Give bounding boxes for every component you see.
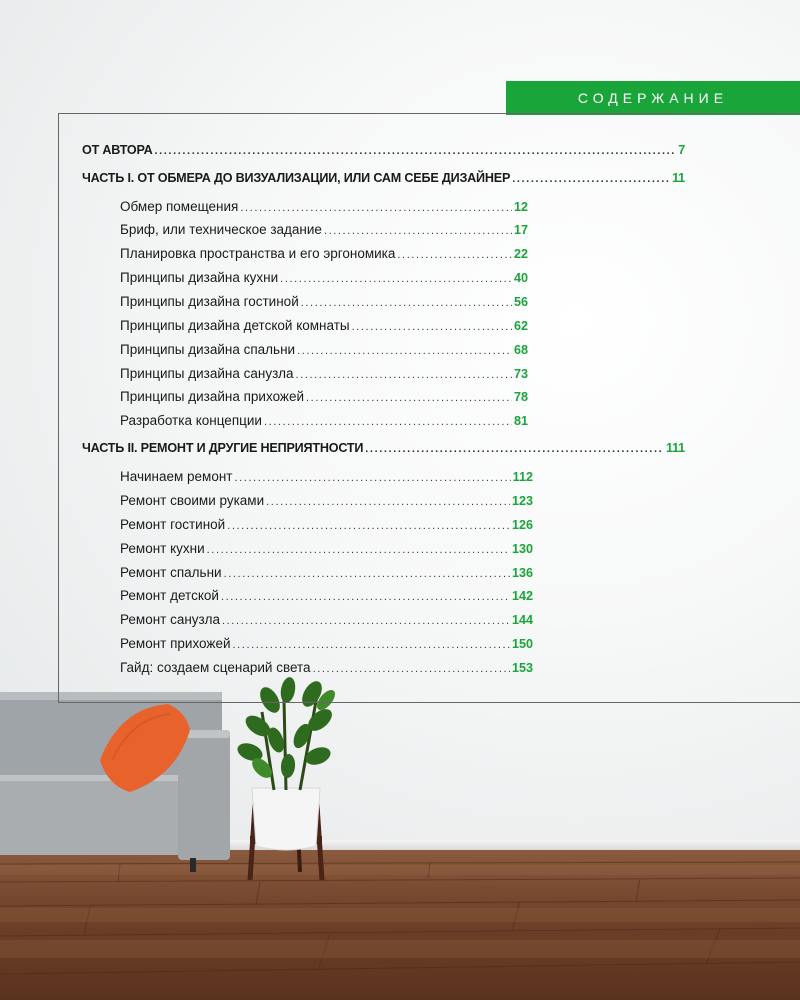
toc-entry-page: 150 [511,637,533,651]
dot-leader [365,443,664,455]
toc-entry-page: 40 [513,271,528,285]
dot-leader [234,472,510,484]
toc-entry-title: Разработка концепции [120,413,262,428]
toc-entry-page: 17 [513,223,528,237]
dot-leader [324,225,512,237]
toc-item[interactable] [120,660,533,675]
toc-item[interactable] [120,413,528,428]
toc-item[interactable] [120,366,528,381]
toc-entry-page: 81 [513,414,528,428]
toc-item[interactable] [120,389,528,404]
toc-entry-title: Принципы дизайна детской комнаты [120,318,350,333]
baseboard [0,840,800,850]
toc-entry-title: Планировка пространства и его эргономика [120,246,396,261]
toc-item[interactable] [120,541,533,556]
toc-entry-page: 78 [513,390,528,404]
toc-entry-page: 130 [511,542,533,556]
toc-entry-page: 112 [512,470,533,484]
dot-leader [154,145,676,157]
toc-entry-title: Бриф, или техническое задание [120,222,322,237]
toc-item[interactable] [120,588,533,603]
toc-entry-title: Ремонт санузла [120,612,220,627]
dot-leader [222,615,510,627]
toc-entry-title: Принципы дизайна гостиной [120,294,299,309]
toc-item[interactable] [120,636,533,651]
toc-entry-title: Ремонт своими руками [120,493,265,508]
dot-leader [227,520,510,532]
toc-entry-title: Гайд: создаем сценарий света [120,660,311,675]
toc-entry-title: Ремонт кухни [120,541,205,556]
toc-item[interactable] [120,270,528,285]
dot-leader [313,663,510,675]
toc-entry-page: 123 [511,494,533,508]
dot-leader [397,249,512,261]
toc-entry-page: 22 [513,247,528,261]
toc-part-2[interactable] [82,441,685,455]
toc-entry-page: 153 [511,661,533,675]
dot-leader [233,639,510,651]
dot-leader [352,321,512,333]
toc-entry-page: 62 [513,319,528,333]
dot-leader [306,392,512,404]
toc-part-1[interactable] [82,171,685,185]
dot-leader [512,173,670,185]
toc-entry-page: 136 [511,566,533,580]
toc-item[interactable] [120,565,533,580]
floor-planks [0,850,800,1000]
toc-entry-author[interactable] [82,143,685,157]
toc-entry-page: 11 [672,171,685,185]
toc-entry-page: 68 [513,343,528,357]
dot-leader [224,568,510,580]
toc-item[interactable] [120,469,533,484]
contents-title: СОДЕРЖАНИЕ [577,90,729,106]
toc-entry-title: ЧАСТЬ II. РЕМОНТ И ДРУГИЕ НЕПРИЯТНОСТИ [82,441,364,455]
toc-entry-title: Начинаем ремонт [120,469,233,484]
toc-entry-title: Принципы дизайна санузла [120,366,294,381]
toc-entry-page: 73 [513,367,528,381]
toc-item[interactable] [120,222,528,237]
toc-entry-page: 56 [513,295,528,309]
dot-leader [280,273,512,285]
toc-entry-title: Ремонт прихожей [120,636,231,651]
toc-item[interactable] [120,612,533,627]
toc-entry-page: 12 [513,200,528,214]
dot-leader [240,202,512,214]
dot-leader [264,416,512,428]
toc-entry-title: Обмер помещения [120,199,239,214]
dot-leader [266,496,510,508]
toc-item[interactable] [120,517,533,532]
toc-item[interactable] [120,294,528,309]
toc-entry-page: 126 [511,518,533,532]
contents-header [506,81,800,115]
toc-entry-title: Принципы дизайна спальни [120,342,296,357]
toc-entry-title: ОТ АВТОРА [82,143,153,157]
dot-leader [207,544,510,556]
toc-item[interactable] [120,342,528,357]
toc-entry-page: 142 [511,589,533,603]
dot-leader [297,345,512,357]
dot-leader [296,369,512,381]
toc-item[interactable] [120,318,528,333]
toc-item[interactable] [120,199,528,214]
toc-item[interactable] [120,246,528,261]
toc-item[interactable] [120,493,533,508]
toc-entry-title: Принципы дизайна прихожей [120,389,305,404]
dot-leader [301,297,512,309]
toc-entry-title: Ремонт детской [120,588,219,603]
toc-entry-title: Принципы дизайна кухни [120,270,279,285]
toc-entry-title: Ремонт гостиной [120,517,226,532]
dot-leader [221,591,510,603]
toc-entry-page: 111 [665,441,685,455]
toc-entry-title: Ремонт спальни [120,565,222,580]
toc-entry-title: ЧАСТЬ I. ОТ ОБМЕРА ДО ВИЗУАЛИЗАЦИИ, ИЛИ САМ СЕБЕ ДИЗАЙНЕР [82,171,511,185]
toc-entry-page: 7 [678,143,685,157]
toc-entry-page: 144 [511,613,533,627]
